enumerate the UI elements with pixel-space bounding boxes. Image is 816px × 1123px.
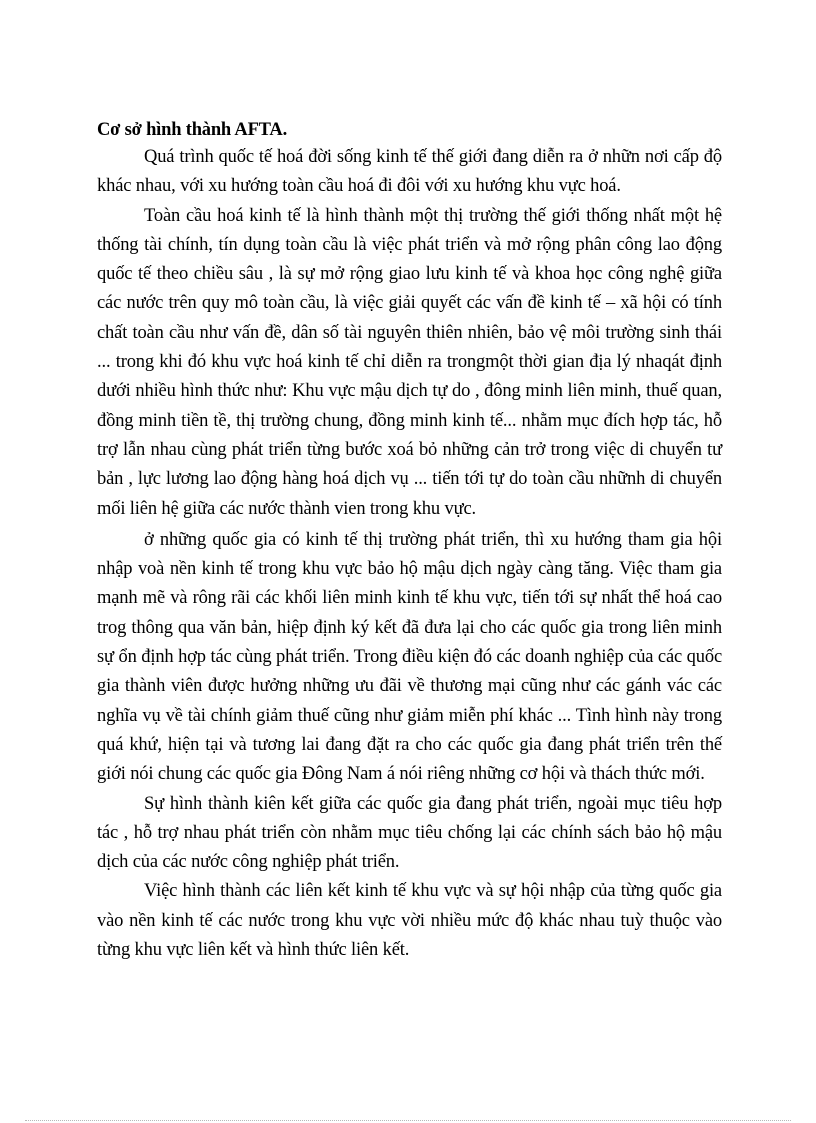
section-heading: Cơ sở hình thành AFTA. <box>97 120 288 140</box>
document-page <box>97 117 722 965</box>
paragraph-globalization-definition: Toàn cầu hoá kinh tế là hình thành một thị trường thế giới thống nhất một hệ thống tài chính, tín dụng toàn cầu là việc phát triển và mở rộng phân công lao động quốc tế theo chiều sâu , là sự mở rộng giao lưu kinh tế và khoa học công nghệ giữa các nước trên quy mô toàn cầu, là việc giải quyết các vấn đề kinh tế – xã hội có tính chất toàn cầu như vấn đề, dân số tài nguyên thiên nhiên, bảo vệ môi trường sinh thái ... trong khi đó khu vực hoá kinh tế chỉ diễn ra trongmột thời gian địa lý nhaqát định dưới nhiều hình thức như: Khu vực mậu dịch tự do , đông minh liên minh, thuế quan, đồng minh tiền tề, thị trường chung, đồng minh kinh tế... nhằm mục đích hợp tác, hỗ trợ lẫn nhau cùng phát triển từng bước xoá bỏ những cản trở trong việc di chuyển tư bản , lực lương lao động hàng hoá dịch vụ ... tiến tới tự do toàn cầu nhữnh di chuyển mối liên hệ giữa các nước thành vien trong khu vực. <box>97 205 722 519</box>
paragraph-market-economies: ở những quốc gia có kinh tế thị trường phát triển, thì xu hướng tham gia hội nhập voà nền kinh tế trong khu vực bảo hộ mậu dịch ngày càng tăng. Việc tham gia mạnh mẽ và rông rãi các khối liên minh kinh tế khu vực, tiến tới sự nhất thể hoá cao trog thông qua văn bản, hiệp định ký kết đã đưa lại cho các quốc gia trong liên minh sự ổn định hợp tác cùng phát triển. Trong điều kiện đó các doanh nghiệp của các quốc gia thành viên được hưởng những ưu đãi về thương mại cũng như các gánh vác các nghĩa vụ về tài chính giảm thuế cũng như giảm miễn phí khác ... Tình hình này trong quá khứ, hiện tại và tương lai đang đặt ra cho các quốc gia đang phát triển trên thế giới nói chung các quốc gia Đông Nam á nói riêng những cơ hội và thách thức mới. <box>97 529 722 785</box>
paragraph-developing-countries: Sự hình thành kiên kết giữa các quốc gia đang phát triển, ngoài mục tiêu hợp tác , hỗ trợ nhau phát triển còn nhằm mục tiêu chống lại các chính sách bảo hộ mậu dịch của các nước công nghiệp phát triển. <box>97 793 722 873</box>
page-bottom-dotted-rule <box>25 1120 791 1121</box>
paragraph-globalization-intro: Quá trình quốc tế hoá đời sống kinh tế thế giới đang diễn ra ở nhữn nơi cấp độ khác nhau, với xu hướng toàn cầu hoá đi đôi với xu hướng khu vực hoá. <box>97 147 722 197</box>
paragraph-regional-integration: Việc hình thành các liên kết kinh tế khu vực và sự hội nhập của từng quốc gia vào nền kinh tế các nước trong khu vực vời nhiều mức độ khác nhau tuỳ thuộc vào từng khu vực liên kết và hình thức liên kết. <box>97 881 722 961</box>
